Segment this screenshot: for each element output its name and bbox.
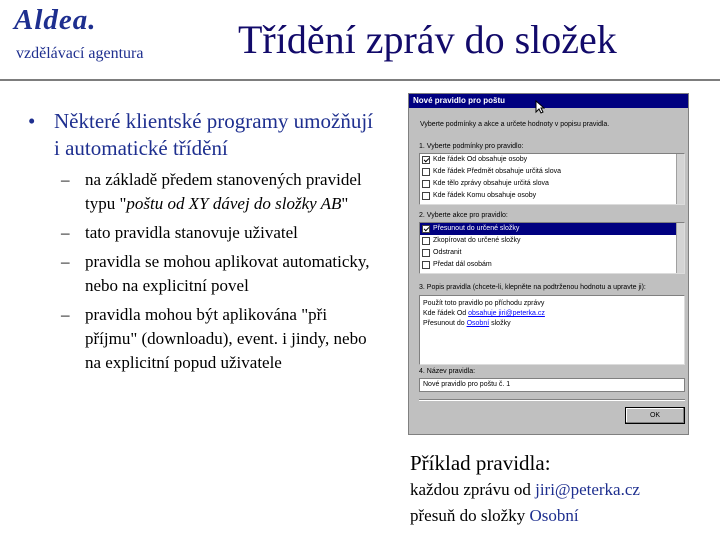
caption-line-1: každou zprávu od jiri@peterka.cz <box>410 480 640 499</box>
desc-line-2: Kde řádek Od obsahuje jiri@peterka.cz <box>423 310 545 317</box>
dialog-title: Nové pravidlo pro poštu <box>413 96 506 105</box>
checkbox-icon[interactable] <box>422 192 430 200</box>
dash-icon: – <box>61 170 70 189</box>
ok-button[interactable]: OK <box>625 407 685 424</box>
conditions-label: 1. Vyberte podmínky pro pravidlo: <box>419 143 524 150</box>
checkbox-checked-icon[interactable] <box>422 156 430 164</box>
condition-item[interactable]: Kde řádek Předmět obsahuje určitá slova <box>420 166 684 178</box>
conditions-list[interactable] <box>419 153 685 205</box>
checkbox-checked-icon[interactable] <box>422 225 430 233</box>
actions-scrollbar[interactable] <box>676 223 684 273</box>
action-item[interactable]: Předat dál osobám <box>420 259 684 271</box>
desc-line-1: Použít toto pravidlo po příchodu zprávy <box>423 300 545 307</box>
sub-item-1-a: na základě předem stanovených pravidel typu " <box>85 170 362 213</box>
bullet-main <box>28 108 373 162</box>
checkbox-icon[interactable] <box>422 249 430 257</box>
condition-item[interactable]: Kde tělo zprávy obsahuje určitá slova <box>420 178 684 190</box>
rule-name-input[interactable]: Nové pravidlo pro poštu č. 1 <box>419 378 685 392</box>
dash-icon: – <box>61 252 70 271</box>
checkbox-icon[interactable] <box>422 237 430 245</box>
sub-item-3-text: pravidla se mohou aplikovat automaticky, nebo na explicitní povel <box>85 252 370 295</box>
condition-item[interactable]: Kde řádek Komu obsahuje osoby <box>420 190 684 202</box>
caption-folder: Osobní <box>529 506 579 525</box>
rule-name-label: 4. Název pravidla: <box>419 368 476 375</box>
description-label: 3. Popis pravidla (chcete-li, klepněte na podtrženou hodnotu a upravte ji): <box>419 284 646 291</box>
logo: Aldea. <box>14 4 97 36</box>
bullet-dot-icon: • <box>28 109 36 133</box>
sub-item-1-c: " <box>341 194 349 213</box>
desc-line-3: Přesunout do Osobní složky <box>423 320 511 327</box>
caption-title: Příklad pravidla: <box>410 451 551 475</box>
folder-link[interactable]: Osobní <box>466 320 490 327</box>
checkbox-icon[interactable] <box>422 180 430 188</box>
sender-link[interactable]: obsahuje jiri@peterka.cz <box>468 310 545 317</box>
example-caption <box>410 451 640 528</box>
bullet-text: Některé klientské programy umožňují i automatické třídění <box>54 109 373 160</box>
header-divider <box>0 79 720 81</box>
rule-description <box>419 295 685 365</box>
action-item[interactable]: Přesunout do určené složky <box>420 223 684 235</box>
sub-item-2-text: tato pravidla stanovuje uživatel <box>85 223 298 242</box>
checkbox-icon[interactable] <box>422 261 430 269</box>
mouse-cursor-icon <box>535 100 545 116</box>
sub-item-3 <box>61 250 373 298</box>
caption-line-2: přesuň do složky Osobní <box>410 506 579 525</box>
dash-icon: – <box>61 223 70 242</box>
dialog-titlebar[interactable] <box>409 94 688 108</box>
bullet-list <box>28 108 373 380</box>
page-title: Třídění zpráv do složek <box>238 17 617 62</box>
caption-email: jiri@peterka.cz <box>535 480 640 499</box>
sub-item-1 <box>61 168 373 216</box>
checkbox-icon[interactable] <box>422 168 430 176</box>
sub-list <box>61 168 373 375</box>
dialog-intro: Vyberte podmínky a akce a určete hodnoty v popisu pravidla. <box>420 121 610 128</box>
dialog-separator <box>419 399 685 401</box>
sub-item-4-text: pravidla mohou být aplikována "při příjmu" (downloadu), event. i jindy, nebo na explicitní popud uživatele <box>85 305 367 372</box>
actions-list[interactable] <box>419 222 685 274</box>
tagline: vzdělávací agentura <box>16 45 144 62</box>
condition-item[interactable]: Kde řádek Od obsahuje osoby <box>420 154 684 166</box>
rule-dialog <box>408 93 689 435</box>
action-item[interactable]: Odstranit <box>420 247 684 259</box>
conditions-scrollbar[interactable] <box>676 154 684 204</box>
sub-item-2 <box>61 221 373 245</box>
dash-icon: – <box>61 305 70 324</box>
sub-item-1-b: poštu od XY dávej do složky AB <box>126 194 342 213</box>
actions-label: 2. Vyberte akce pro pravidlo: <box>419 212 508 219</box>
action-item[interactable]: Zkopírovat do určené složky <box>420 235 684 247</box>
sub-item-4 <box>61 303 373 375</box>
